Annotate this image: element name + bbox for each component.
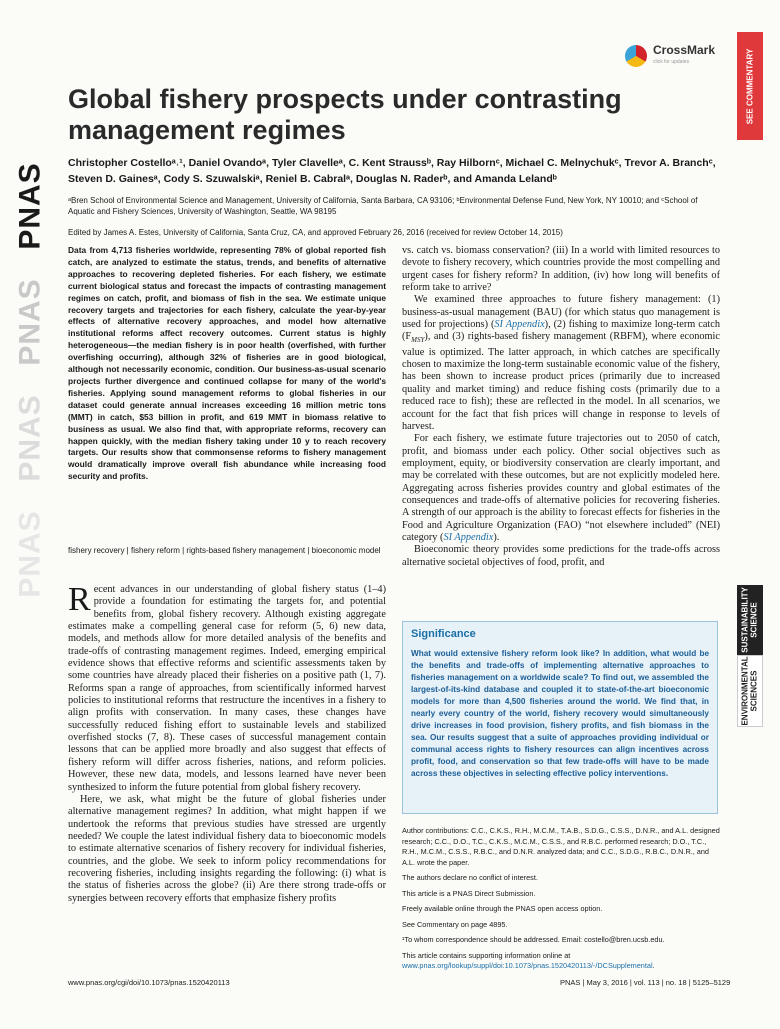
crossmark-badge[interactable] — [625, 44, 715, 68]
body-paragraph: For each fishery, we estimate future trajectories out to 2050 of catch, profit, and biomass under each policy. Other social objectives such as employment, equity, or biodiversity conservation are clearly important, and may be correlated with these outcomes, but are not explicitly modeled here. Aggregating across fisheries provides country and global estimates of the consequences and trade-offs of alternative policies for recovering fisheries. A strength of our approach is the ability to forecast effects for fisheries in the Food and Agriculture Organization (FAO) “not elsewhere included” (NEI) category (SI Appendix). — [402, 433, 720, 543]
body-column-left — [68, 581, 386, 905]
affiliations: ᵃBren School of Environmental Science and Management, University of California, Santa Barbara, CA 93106; ᵇEnvironmental Defense Fund, New York, NY 10010; and ᶜSchool of Aquatic and Fishery Sciences, University of Washington, Seattle, WA 98195 — [68, 196, 698, 216]
body-paragraph: Bioeconomic theory provides some predictions for the trade-offs across alternative societal objectives of food, profit, and — [402, 544, 720, 568]
pnas-logo-word: PNAS — [14, 394, 48, 482]
edited-by: Edited by James A. Estes, University of California, Santa Cruz, CA, and approved February 26, 2016 (received for review October 14, 2015) — [68, 228, 563, 237]
see-commentary-tab[interactable]: SEE COMMENTARY — [737, 32, 763, 140]
keywords: fishery recovery | fishery reform | rights-based fishery management | bioeconomic model — [68, 546, 381, 555]
body-paragraph: We examined three approaches to future fishery management: (1) business-as-usual management (BAU) (for which status quo management is used for projections) (SI Appendix), (2) fishing to maximize long-term catch $(F_{MSY})$, and (3) rights-based fishery management (RBFM), where economic value is optimized. The latter approach, in which catches are specifically chosen to maximize the long-term sustainable economic value of the fishery, has been shown to increase product prices (primarily due to increased quality and market timing) and reduce fishing costs (primarily due to a reduced race to fish); these are reflected in the model. In all scenarios, we account for the fact that fish prices will change in response to levels of harvest. — [402, 294, 720, 432]
supporting-info-link[interactable]: www.pnas.org/lookup/suppl/doi:10.1073/pnas.1520420113/-/DCSupplemental — [402, 961, 653, 970]
significance-box — [402, 621, 718, 814]
drop-cap: R — [68, 581, 91, 618]
open-access-note: Freely available online through the PNAS open access option. — [402, 904, 603, 913]
environmental-sciences-tab[interactable]: ENVIRONMENTAL SCIENCES — [737, 655, 763, 727]
correspondence-note: ¹To whom correspondence should be addressed. Email: costello@bren.ucsb.edu. — [402, 935, 665, 944]
pnas-logo-word: PNAS — [14, 510, 48, 598]
footer-doi[interactable]: www.pnas.org/cgi/doi/10.1073/pnas.1520420113 — [68, 978, 230, 987]
crossmark-label: CrossMark — [653, 43, 716, 57]
body-paragraph: ecent advances in our understanding of global fishery status (1–4) provide a foundation for estimating the targets for, and potential benefits from, global fishery recovery. Although existing aggregate estimates make a compelling general case for reform (5, 6) new data, models, and methods allow for more detailed analysis of the benefits and trade-offs of contrasting management regimes. Indeed, emerging empirical evidence shows that effective reforms and scientific assessments taken by some countries have already placed their fisheries on a positive path (1, 7). Reforms span a range of approaches, from scientifically informed harvest policies to institutional reforms that restructure the incentives in a fishery to align profits with conservation. In many cases, these changes have successfully reduced fishing effort to sustainable levels and stabilized overfished stocks (7, 8). These cases of successful management contain lessons that can be applied more broadly and also suggest that effects of fishery reform will differ across fisheries, nations, and reform policies. However, these new data, models, and lessons learned have never been synthesized to inform the future potential from global fishery recovery. — [68, 584, 386, 793]
article-title: Global fishery prospects under contrasting management regimes — [68, 84, 622, 145]
footer-citation: PNAS | May 3, 2016 | vol. 113 | no. 18 | 5125–5129 — [560, 978, 731, 987]
supporting-info-note: This article contains supporting information online at www.pnas.org/lookup/suppl/doi:10.1073/pnas.1520420113/-/DCSupplemental. — [402, 950, 655, 970]
si-appendix-link[interactable]: SI Appendix — [494, 319, 545, 331]
pnas-logo-word: PNAS — [14, 162, 48, 250]
sustainability-science-tab[interactable]: SUSTAINABILITY SCIENCE — [737, 585, 763, 655]
si-appendix-link[interactable]: SI Appendix — [443, 531, 494, 543]
crossmark-sub: click for updates — [653, 59, 690, 65]
abstract: Data from 4,713 fisheries worldwide, representing 78% of global reported fish catch, are analyzed to estimate the status, trends, and benefits of alternative approaches to recovering depleted fisheries. For each fishery, we estimate current biological status and forecast the impacts of contrasting management regimes on catch, profit, and biomass of fish in the sea. We estimate unique recovery targets and trajectories for each fishery, calculate the year-by-year effects of alternative recovery approaches, and model how alternative institutional reforms affect recovery outcomes. Current status is highly heterogeneous—the median fishery is in poor health (overfished, with further overfishing occurring), although 32% of fisheries are in good biological, although not necessarily economic, condition. Our business-as-usual scenario projects further divergence and continued collapse for many of the world's fisheries. Applying sound management reforms to global fisheries in our dataset could generate annual increases exceeding 16 million metric tons (MMT) in catch, $53 billion in profit, and 619 MMT in biomass relative to business as usual. We also find that, with appropriate reforms, recovery can happen quickly, with the median fishery taking under 10 y to reach recovery targets. Our results show that commonsense reforms to fishery management would dramatically improve overall fish abundance while increasing food security and profits. — [68, 245, 386, 482]
conflict-statement: The authors declare no conflict of interest. — [402, 873, 538, 882]
direct-submission-note: This article is a PNAS Direct Submission. — [402, 888, 536, 898]
pnas-side-logo — [14, 150, 48, 620]
crossmark-icon — [625, 45, 647, 67]
body-paragraph: Here, we ask, what might be the future of global fisheries under alternative management regimes? In addition, what might happen if we undertook the reforms that previous studies have stressed are urgently needed? We couple the latest individual fishery data to bioeconomic models to estimate alternative scenarios of fishery recovery for individual fisheries, countries, and the globe. We seek to inform policy recommendations for recovering fisheries, including insights regarding the following: (i) what is the status of fisheries across the globe? (ii) Are there strong trade-offs or synergies between recovery efforts that emphasize fishery profits — [68, 793, 386, 904]
article-notes — [402, 826, 720, 977]
commentary-note: See Commentary on page 4895. — [402, 919, 508, 929]
author-contributions: Author contributions: C.C., C.K.S., R.H., M.C.M., T.A.B., S.D.G., C.S.S., D.N.R., and A.L. designed research; C.C., D.O., T.C., C.K.S., M.C.M., C.S.S., and R.B.C. performed research; D.O., T.C., R.H., M.C.M., C.S.S., R.B.C., and D.N.R. analyzed data; and C.C., S.D.G., R.B.C., D.N.R., and A.L. wrote the paper. — [402, 826, 720, 867]
pnas-logo-word: PNAS — [14, 278, 48, 366]
body-paragraph: vs. catch vs. biomass conservation? (iii) In a world with limited resources to devote to fishery recovery, which countries provide the most compelling and urgent cases for fishery reform? In addition, (iv) how long will benefits of reform take to arrive? — [402, 245, 720, 294]
significance-heading: Significance — [411, 628, 476, 640]
body-column-right — [402, 245, 720, 569]
significance-text: What would extensive fishery reform look like? In addition, what would be the benefits and trade-offs of implementing alternative approaches to fisheries management on a worldwide scale? To find out, we assembled the largest-of-its-kind database and coupled it to state-of-the-art bioeconomic models for more than 4,500 fisheries around the world. We find that, in nearly every country of the world, fishery recovery would simultaneously drive increases in food provision, fishery profits, and fish biomass in the sea. Our results suggest that a suite of approaches providing individual or communal access rights to fishery resources can align incentives across profit, food, and conservation so that few trade-offs will have to be made across these objectives in selecting effective policy interventions. — [411, 649, 709, 778]
author-list: Christopher Costelloᵃ˒¹, Daniel Ovandoᵃ, Tyler Clavelleᵃ, C. Kent Straussᵇ, Ray Hilbornᶜ, Michael C. Melnychukᶜ, Trevor A. Branchᶜ, Steven D. Gainesᵃ, Cody S. Szuwalskiᵃ, Reniel B. Cabralᵃ, Douglas N. Raderᵇ, and Amanda Lelandᵇ — [68, 157, 716, 185]
